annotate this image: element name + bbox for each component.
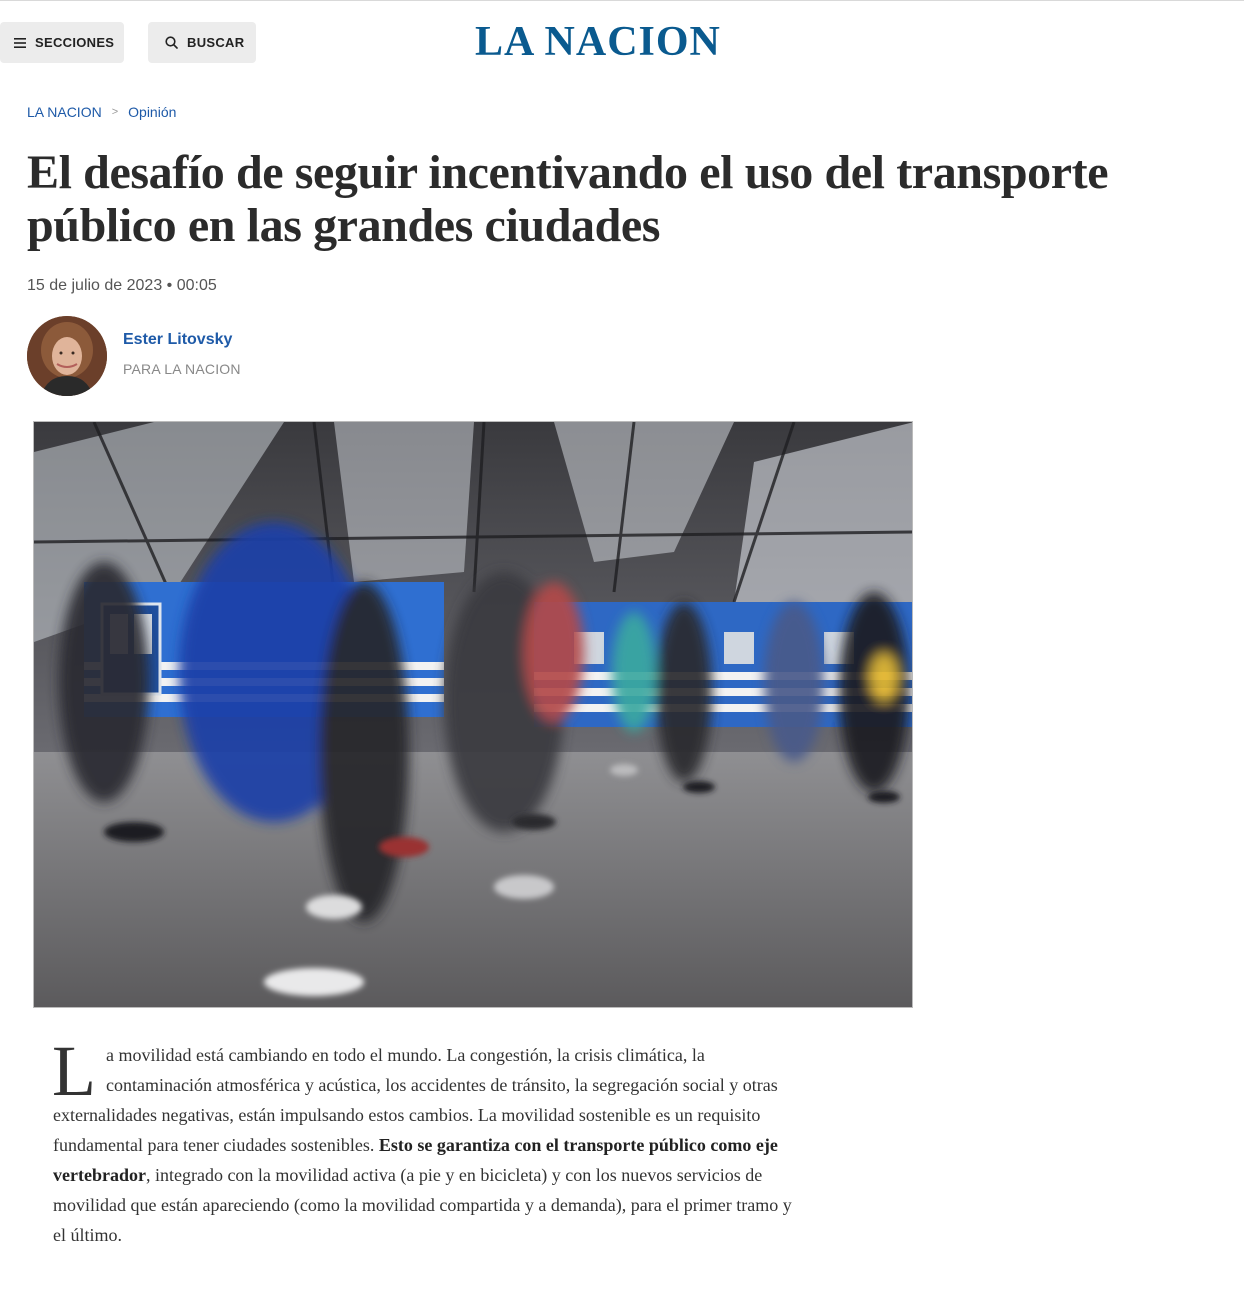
breadcrumb-separator: > <box>111 106 119 118</box>
author-avatar[interactable] <box>27 316 107 396</box>
breadcrumb-section-link[interactable]: Opinión <box>128 104 177 120</box>
site-header <box>0 1 1244 85</box>
buscar-button[interactable] <box>148 22 256 63</box>
body-text-part-1: a movilidad está cambiando en todo el mundo. La congestión, la crisis climática, la contaminación atmosférica y acústica, los accidentes de tránsito, la segregación social y otras externalidades negativas, están impulsando estos cambios. La movilidad sostenible es un requisito fundamental para tener ciudades sostenibles. <box>53 1045 778 1155</box>
body-text-part-2: , integrado con la movilidad activa (a pie y en bicicleta) y con los nuevos servicios de movilidad que están apareciendo (como la movilidad compartida y a demanda), para el primer tramo y el último. <box>53 1165 792 1245</box>
body-text-bold: Esto se garantiza con el transporte público como eje vertebrador <box>53 1135 778 1185</box>
breadcrumb <box>27 104 176 120</box>
secciones-label: SECCIONES <box>35 35 115 50</box>
author-name-link[interactable]: Ester Litovsky <box>123 331 233 348</box>
article-title: El desafío de seguir incentivando el uso del transporte público en las grandes ciudades <box>27 146 1109 252</box>
breadcrumb-home-link[interactable]: LA NACION <box>27 104 102 120</box>
article-body <box>52 1031 793 1250</box>
dropcap-letter: L <box>52 1031 96 1111</box>
search-icon <box>165 36 178 50</box>
author-block <box>27 316 427 396</box>
article-date: 15 de julio de 2023 • 00:05 <box>27 277 217 294</box>
secciones-button[interactable] <box>0 22 124 63</box>
author-role: PARA LA NACION <box>123 361 241 377</box>
buscar-label: BUSCAR <box>187 35 245 50</box>
menu-icon <box>14 36 26 50</box>
article-main-image[interactable] <box>33 421 913 1008</box>
site-logo[interactable]: LA NACION <box>475 19 721 65</box>
